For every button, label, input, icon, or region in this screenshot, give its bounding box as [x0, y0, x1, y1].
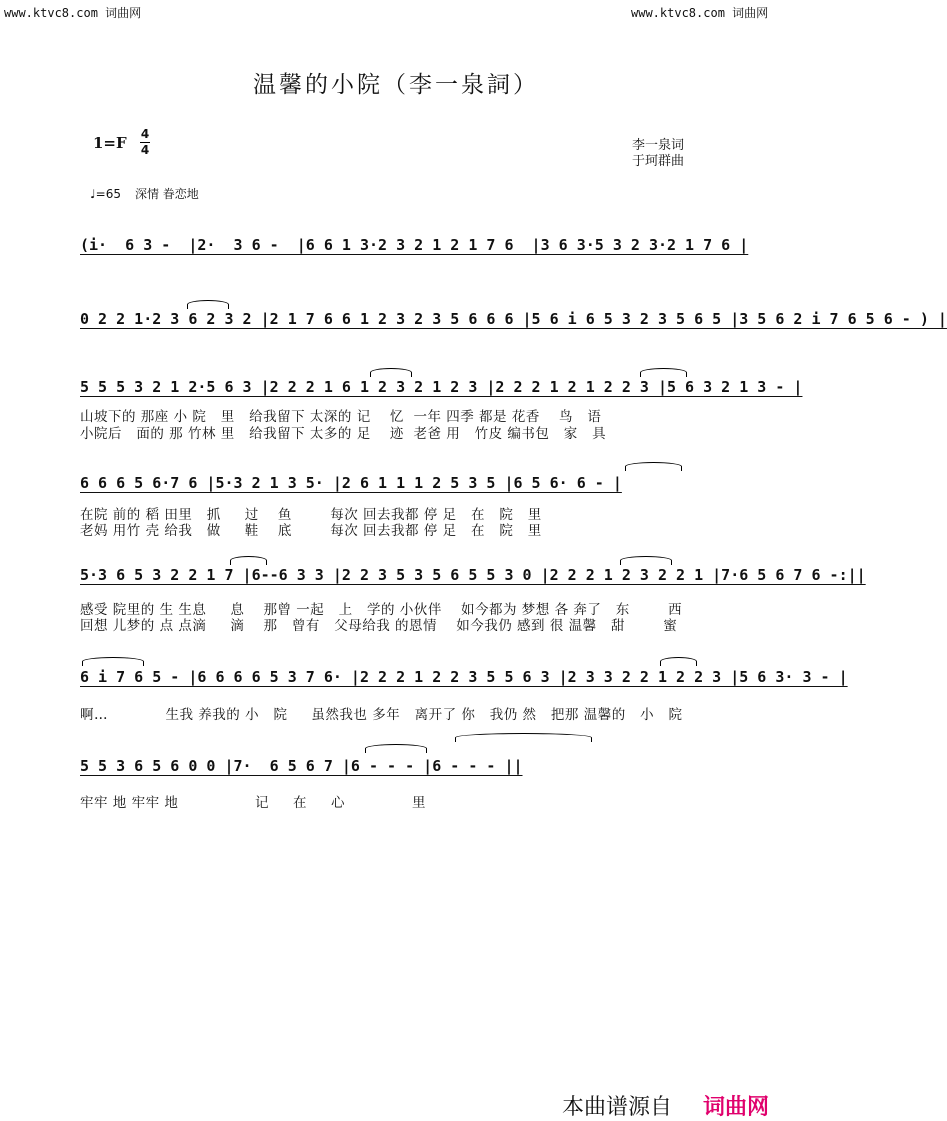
- lyrics-line-5-verse-1: 感受 院里的 生 生息 息 那曾 一起 上 学的 小伙伴 如今都为 梦想 各 奔了 东 西: [80, 602, 683, 618]
- slur: [625, 462, 682, 471]
- slur: [370, 368, 412, 377]
- tempo-marking: [90, 185, 199, 202]
- lyrics-line-5-verse-2: 回想 儿梦的 点 点滴 滴 那 曾有 父母给我 的恩情 如今我仍 感到 很 温馨 甜 蜜: [80, 618, 678, 634]
- slur: [660, 657, 697, 666]
- slur: [640, 368, 687, 377]
- time-signature: [140, 128, 150, 157]
- tie: [455, 733, 592, 742]
- lyrics-line-6: 啊… 生我 养我的 小 院 虽然我也 多年 离开了 你 我仍 然 把那 温馨的 小 院: [80, 707, 683, 723]
- site-header-left: www.ktvc8.com 词曲网: [4, 6, 142, 20]
- lyrics-line-4-verse-2: 老妈 用竹 壳 给我 做 鞋 底 每次 回去我都 停 足 在 院 里: [80, 523, 542, 539]
- footer-source-label: 本曲谱源自: [562, 1095, 673, 1120]
- melody-line-1: (i· 6 3 - |2· 3 6 - |6 6 1 3·2 3 2 1 2 1 7 6 |3 6 3·5 3 2 3·2 1 7 6 |: [80, 236, 749, 254]
- song-title: 温馨的小院（李一泉詞）: [253, 72, 539, 98]
- time-signature-top: 4: [140, 127, 150, 141]
- footer-source-site: 词曲网: [703, 1095, 770, 1120]
- slur: [365, 744, 427, 753]
- tempo-mark: ♩=65: [90, 187, 121, 201]
- lyricist: 李一泉词: [632, 138, 685, 153]
- composer: 于珂群曲: [632, 154, 685, 169]
- site-header-right: www.ktvc8.com 词曲网: [631, 6, 769, 20]
- lyrics-line-4-verse-1: 在院 前的 稻 田里 抓 过 鱼 每次 回去我都 停 足 在 院 里: [80, 507, 542, 523]
- time-signature-bottom: 4: [140, 143, 150, 157]
- lyrics-line-7: 牢牢 地 牢牢 地 记 在 心 里: [80, 795, 427, 811]
- melody-line-3: 5 5 5 3 2 1 2·5 6 3 |2 2 2 1 6 1 2 3 2 1 2 3 |2 2 2 1 2 1 2 2 3 |5 6 3 2 1 3 - |: [80, 378, 803, 396]
- melody-line-2: 0 2 2 1·2 3 6 2 3 2 |2 1 7 6 6 1 2 3 2 3 5 6 6 6 |5 6 i 6 5 3 2 3 5 6 5 |3 5 6 2 i 7 6 5 6 - ) |: [80, 310, 947, 328]
- slur: [187, 300, 229, 309]
- slur: [620, 556, 672, 565]
- key-signature: 1=F: [93, 134, 127, 152]
- credits: [632, 138, 684, 170]
- lyrics-line-3-verse-2: 小院后 面的 那 竹林 里 给我留下 太多的 足 迹 老爸 用 竹皮 编书包 家 具: [80, 426, 607, 442]
- expression-mark: 深情 眷恋地: [134, 187, 199, 201]
- melody-line-4: 6 6 6 5 6·7 6 |5·3 2 1 3 5· |2 6 1 1 1 2 5 3 5 |6 5 6· 6 - |: [80, 474, 622, 492]
- lyrics-line-3-verse-1: 山坡下的 那座 小 院 里 给我留下 太深的 记 忆 一年 四季 都是 花香 鸟 语: [80, 409, 602, 425]
- melody-line-6: 6 i 7 6 5 - |6 6 6 6 5 3 7 6· |2 2 2 1 2 2 3 5 5 6 3 |2 3 3 2 2 1 2 2 3 |5 6 3· 3 - |: [80, 668, 848, 686]
- melody-line-7: 5 5 3 6 5 6 0 0 |7· 6 5 6 7 |6 - - - |6 - - - ||: [80, 757, 523, 775]
- slur: [230, 556, 267, 565]
- slur: [82, 657, 144, 666]
- melody-line-5: 5·3 6 5 3 2 2 1 7 |6--6 3 3 |2 2 3 5 3 5 6 5 5 3 0 |2 2 2 1 2 3 2 2 1 |7·6 5 6 7 6 -:||: [80, 566, 866, 584]
